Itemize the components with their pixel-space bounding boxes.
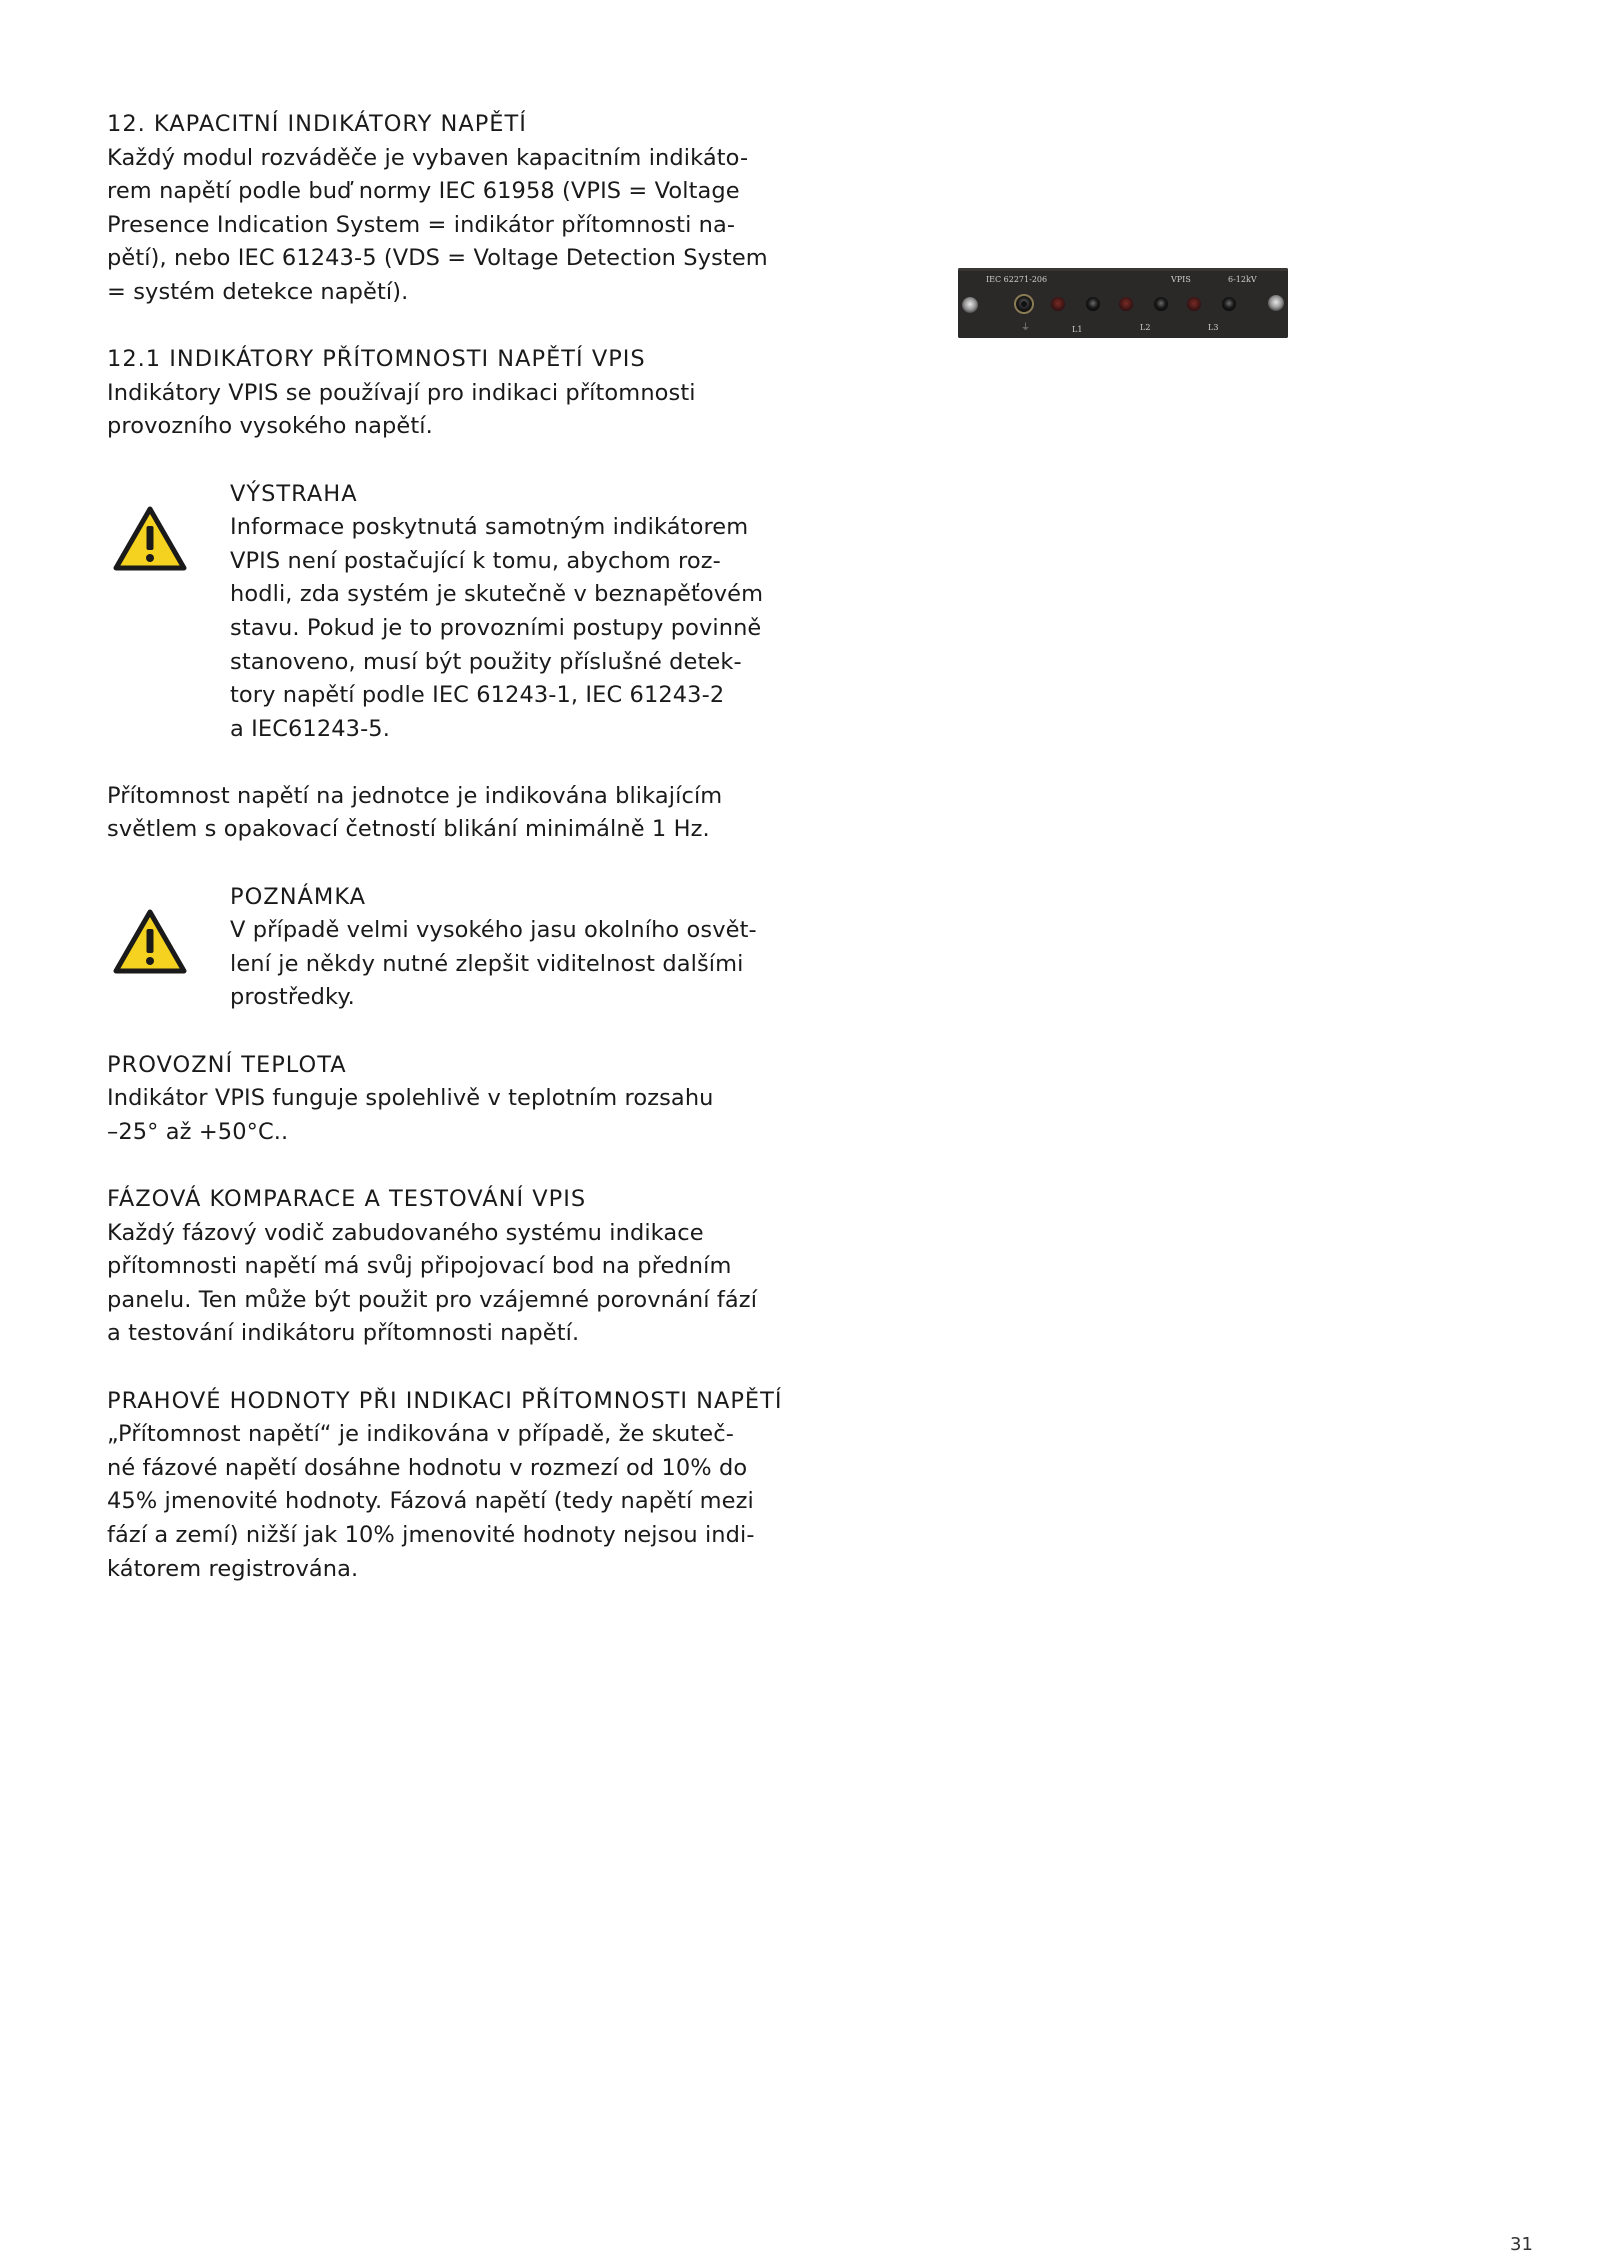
text-line: prostředky. <box>230 984 355 1011</box>
text-line: Indikátory VPIS se používají pro indikaci přítomnosti <box>107 379 696 406</box>
text-line: světlem s opakovací četností blikání minimálně 1 Hz. <box>107 816 710 843</box>
text-line: pětí), nebo IEC 61243-5 (VDS = Voltage Detection System <box>107 245 768 272</box>
text-line: a testování indikátoru přítomnosti napětí. <box>107 1320 580 1347</box>
text-line: fází a zemí) nižší jak 10% jmenovité hodnoty nejsou indi- <box>107 1521 755 1548</box>
text-line: rem napětí podle buď normy IEC 61958 (VPIS = Voltage <box>107 178 740 205</box>
text-line: hodli, zda systém je skutečně v beznapěťovém <box>230 581 764 608</box>
phase-label-l2: L2 <box>1140 323 1151 332</box>
panel-label-standard: IEC 62271-206 <box>986 275 1048 284</box>
callout-heading: POZNÁMKA <box>230 883 367 910</box>
text-line: Každý modul rozváděče je vybaven kapacitním indikáto- <box>107 144 749 171</box>
text-line: Informace poskytnutá samotným indikátorem <box>230 514 749 541</box>
text-line: V případě velmi vysokého jasu okolního osvět- <box>230 917 757 944</box>
panel-label-vpis: VPIS <box>1171 275 1191 284</box>
text-line: a IEC61243-5. <box>230 715 390 742</box>
main-column <box>107 108 807 1620</box>
text-line: stanoveno, musí být použity příslušné detek- <box>230 648 742 675</box>
text-line: stavu. Pokud je to provozními postupy povinně <box>230 614 762 641</box>
text-line: 45% jmenovité hodnoty. Fázová napětí (tedy napětí mezi <box>107 1488 754 1515</box>
section-12 <box>107 108 807 310</box>
section-12-1 <box>107 343 807 444</box>
note-callout <box>107 881 807 1015</box>
text-line: „Přítomnost napětí“ je indikována v případě, že skuteč- <box>107 1421 734 1448</box>
text-line: né fázové napětí dosáhne hodnotu v rozmezí od 10% do <box>107 1454 748 1481</box>
text-line: Každý fázový vodič zabudovaného systému indikace <box>107 1219 704 1246</box>
text-line: tory napětí podle IEC 61243-1, IEC 61243-2 <box>230 682 725 709</box>
text-line: lení je někdy nutné zlepšit viditelnost dalšími <box>230 950 744 977</box>
ground-symbol: ⏚ <box>1021 323 1031 333</box>
jack-l3 <box>1222 297 1236 311</box>
page-number: 31 <box>1510 2234 1533 2255</box>
vpis-panel-photo <box>958 268 1288 338</box>
section-heading: 12.1 INDIKÁTORY PŘÍTOMNOSTI NAPĚTÍ VPIS <box>107 346 646 373</box>
text-line: = systém detekce napětí). <box>107 278 409 305</box>
text-line: Indikátor VPIS funguje spolehlivě v teplotním rozsahu <box>107 1085 714 1112</box>
section-thresholds <box>107 1385 807 1587</box>
text-line: VPIS není postačující k tomu, abychom roz- <box>230 547 721 574</box>
section-presence <box>107 780 807 847</box>
text-line: provozního vysokého napětí. <box>107 413 433 440</box>
text-line: přítomnosti napětí má svůj připojovací bod na předním <box>107 1253 732 1280</box>
warning-callout <box>107 478 807 747</box>
jack-l1 <box>1086 297 1100 311</box>
text-line: –25° až +50°C.. <box>107 1118 289 1145</box>
led-l1 <box>1051 297 1065 311</box>
screw-icon <box>1268 295 1284 311</box>
text-line: panelu. Ten může být použit pro vzájemné porovnání fází <box>107 1286 758 1313</box>
text-line: Přítomnost napětí na jednotce je indikována blikajícím <box>107 782 723 809</box>
led-l2 <box>1119 297 1133 311</box>
phase-label-l3: L3 <box>1208 323 1219 332</box>
text-line: kátorem registrována. <box>107 1555 359 1582</box>
text-line: Presence Indication System = indikátor přítomnosti na- <box>107 211 736 238</box>
section-phase-comparison <box>107 1183 807 1351</box>
section-heading: FÁZOVÁ KOMPARACE A TESTOVÁNÍ VPIS <box>107 1186 587 1212</box>
section-heading: 12. KAPACITNÍ INDIKÁTORY NAPĚTÍ <box>107 111 527 137</box>
led-l3 <box>1187 297 1201 311</box>
section-heading: PRAHOVÉ HODNOTY PŘI INDIKACI PŘÍTOMNOSTI NAPĚTÍ <box>107 1387 783 1414</box>
phase-label-l1: L1 <box>1072 325 1083 334</box>
section-heading: PROVOZNÍ TEPLOTA <box>107 1051 347 1078</box>
panel-label-range: 6-12kV <box>1228 275 1257 284</box>
section-temperature <box>107 1049 807 1150</box>
callout-heading: VÝSTRAHA <box>230 480 358 507</box>
jack-l2 <box>1154 297 1168 311</box>
warning-triangle-icon <box>113 909 187 975</box>
warning-triangle-icon <box>113 506 187 572</box>
screw-icon <box>962 297 978 313</box>
